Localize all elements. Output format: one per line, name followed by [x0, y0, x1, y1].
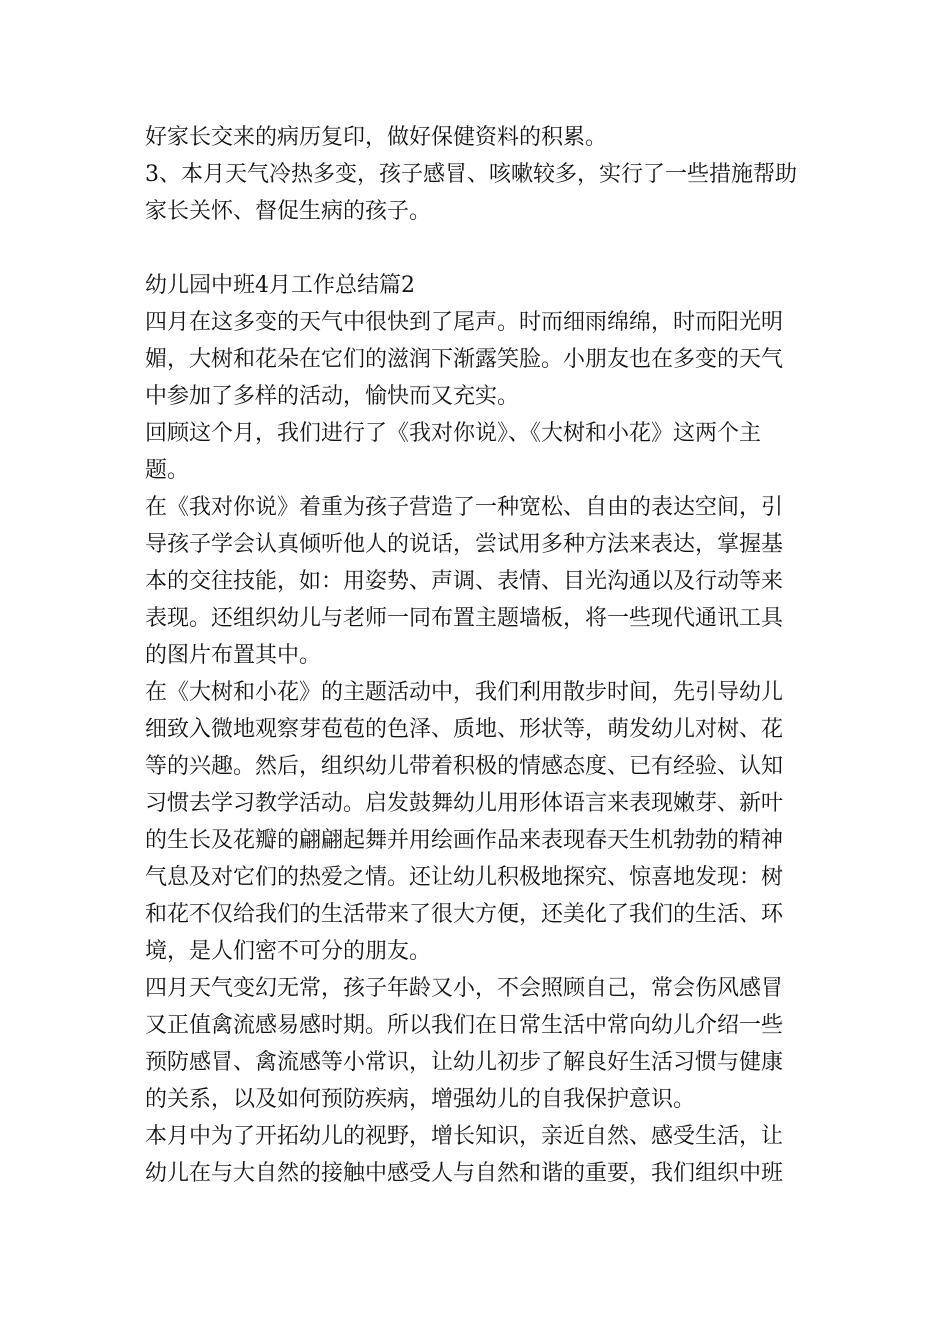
- text-line: 导孩子学会认真倾听他人的说话，尝试用多种方法来表达，掌握基: [145, 532, 784, 557]
- text-line: 气息及对它们的热爱之情。还让幼儿积极地探究、惊喜地发现：树: [145, 865, 784, 890]
- text-line: 本的交往技能，如：用姿势、声调、表情、目光沟通以及行动等来: [145, 569, 784, 594]
- text-line: 细致入微地观察芽苞苞的色泽、质地、形状等，萌发幼儿对树、花: [145, 717, 784, 742]
- text-line: 境，是人们密不可分的朋友。: [145, 939, 432, 964]
- text-line: 和花不仅给我们的生活带来了很大方便，还美化了我们的生活、环: [145, 902, 784, 927]
- text-line: 本月中为了开拓幼儿的视野，增长知识，亲近自然、感受生活，让: [145, 1124, 784, 1149]
- text-line: 家长关怀、督促生病的孩子。: [145, 199, 432, 224]
- text-line: 回顾这个月，我们进行了《我对你说》、《大树和小花》这两个主: [145, 421, 762, 446]
- text-line: 3、本月天气冷热多变，孩子感冒、咳嗽较多，实行了一些措施帮助: [145, 162, 797, 187]
- section-heading: 幼儿园中班4月工作总结篇2: [145, 273, 415, 298]
- text-line: 在《大树和小花》的主题活动中，我们利用散步时间，先引导幼儿: [145, 680, 784, 705]
- text-line: 四月天气变幻无常，孩子年龄又小，不会照顾自己，常会伤风感冒: [145, 976, 784, 1001]
- text-line: 习惯去学习教学活动。启发鼓舞幼儿用形体语言来表现嫩芽、新叶: [145, 791, 784, 816]
- text-line: 幼儿在与大自然的接触中感受人与自然和谐的重要，我们组织中班: [145, 1161, 784, 1186]
- text-line: 表现。还组织幼儿与老师一同布置主题墙板，将一些现代通讯工具: [145, 606, 784, 631]
- text-line: 中参加了多样的活动，愉快而又充实。: [145, 384, 520, 409]
- text-line: 媚，大树和花朵在它们的滋润下渐露笑脸。小朋友也在多变的天气: [145, 347, 784, 372]
- text-line: 四月在这多变的天气中很快到了尾声。时而细雨绵绵，时而阳光明: [145, 310, 784, 335]
- text-line: 又正值禽流感易感时期。所以我们在日常生活中常向幼儿介绍一些: [145, 1013, 784, 1038]
- text-line: 好家长交来的病历复印，做好保健资料的积累。: [145, 125, 608, 150]
- text-line: 的关系，以及如何预防疾病，增强幼儿的自我保护意识。: [145, 1087, 696, 1112]
- text-line: 的生长及花瓣的翩翩起舞并用绘画作品来表现春天生机勃勃的精神: [145, 828, 784, 853]
- text-line: 等的兴趣。然后，组织幼儿带着积极的情感态度、已有经验、认知: [145, 754, 784, 779]
- text-line: 在《我对你说》着重为孩子营造了一种宽松、自由的表达空间，引: [145, 495, 784, 520]
- text-line: 的图片布置其中。: [145, 643, 322, 668]
- text-line: 预防感冒、禽流感等小常识，让幼儿初步了解良好生活习惯与健康: [145, 1050, 784, 1075]
- text-line: 题。: [145, 458, 190, 483]
